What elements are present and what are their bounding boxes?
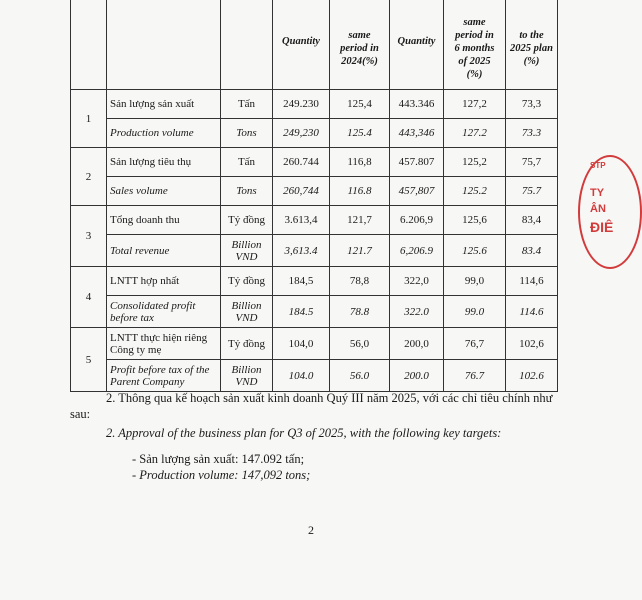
value-cell: 116.8 bbox=[330, 177, 390, 206]
row-number: 2 bbox=[71, 148, 107, 206]
value-cell: 127,2 bbox=[444, 90, 506, 119]
header-compare-a: same period in 2024(%) bbox=[330, 0, 390, 90]
value-cell: 121,7 bbox=[330, 206, 390, 235]
value-cell: 56.0 bbox=[330, 360, 390, 392]
value-cell: 78,8 bbox=[330, 267, 390, 296]
value-cell: 249.230 bbox=[273, 90, 330, 119]
value-cell: 83,4 bbox=[506, 206, 558, 235]
row-number: 5 bbox=[71, 328, 107, 392]
value-cell: 322.0 bbox=[390, 296, 444, 328]
value-cell: 125.2 bbox=[444, 177, 506, 206]
section2-en: 2. Approval of the business plan for Q3 of 2025, with the following key targets: bbox=[106, 426, 502, 440]
value-cell: 116,8 bbox=[330, 148, 390, 177]
header-no bbox=[71, 0, 107, 90]
value-cell: 125.6 bbox=[444, 235, 506, 267]
item-vi: Sản lượng tiêu thụ bbox=[107, 148, 221, 177]
value-cell: 457.807 bbox=[390, 148, 444, 177]
unit-en: Billion VND bbox=[221, 360, 273, 392]
value-cell: 99.0 bbox=[444, 296, 506, 328]
item-vi: LNTT hợp nhất bbox=[107, 267, 221, 296]
value-cell: 76,7 bbox=[444, 328, 506, 360]
unit-vi: Tấn bbox=[221, 90, 273, 119]
value-cell: 99,0 bbox=[444, 267, 506, 296]
value-cell: 104.0 bbox=[273, 360, 330, 392]
value-cell: 200,0 bbox=[390, 328, 444, 360]
value-cell: 443.346 bbox=[390, 90, 444, 119]
bullet-en: - Production volume: 147,092 tons; bbox=[132, 468, 311, 482]
header-qty-a: Quantity bbox=[273, 0, 330, 90]
value-cell: 102.6 bbox=[506, 360, 558, 392]
header-compare-b: same period in 6 months of 2025 (%) bbox=[444, 0, 506, 90]
value-cell: 184,5 bbox=[273, 267, 330, 296]
value-cell: 121.7 bbox=[330, 235, 390, 267]
table-row bbox=[71, 148, 558, 177]
value-cell: 73,3 bbox=[506, 90, 558, 119]
table-row bbox=[71, 328, 558, 360]
value-cell: 78.8 bbox=[330, 296, 390, 328]
unit-en: Tons bbox=[221, 177, 273, 206]
table-row bbox=[71, 235, 558, 267]
value-cell: 83.4 bbox=[506, 235, 558, 267]
value-cell: 125,6 bbox=[444, 206, 506, 235]
table-row bbox=[71, 119, 558, 148]
value-cell: 75,7 bbox=[506, 148, 558, 177]
value-cell: 457,807 bbox=[390, 177, 444, 206]
unit-vi: Tỷ đồng bbox=[221, 328, 273, 360]
table-row bbox=[71, 296, 558, 328]
unit-en: Billion VND bbox=[221, 296, 273, 328]
table-row bbox=[71, 177, 558, 206]
header-qty-b: Quantity bbox=[390, 0, 444, 90]
item-en: Production volume bbox=[107, 119, 221, 148]
header-plan: to the 2025 plan (%) bbox=[506, 0, 558, 90]
value-cell: 249,230 bbox=[273, 119, 330, 148]
company-seal: STP TY ÂN ĐIÊ bbox=[578, 155, 642, 269]
unit-en: Billion VND bbox=[221, 235, 273, 267]
value-cell: 322,0 bbox=[390, 267, 444, 296]
value-cell: 125,2 bbox=[444, 148, 506, 177]
row-number: 4 bbox=[71, 267, 107, 328]
value-cell: 125,4 bbox=[330, 90, 390, 119]
table-row bbox=[71, 267, 558, 296]
value-cell: 127.2 bbox=[444, 119, 506, 148]
table-row bbox=[71, 90, 558, 119]
table-row bbox=[71, 206, 558, 235]
unit-vi: Tấn bbox=[221, 148, 273, 177]
value-cell: 6,206.9 bbox=[390, 235, 444, 267]
value-cell: 114.6 bbox=[506, 296, 558, 328]
bullet-vi: - Sản lượng sản xuất: 147.092 tấn; bbox=[132, 452, 305, 466]
table-row bbox=[71, 360, 558, 392]
value-cell: 75.7 bbox=[506, 177, 558, 206]
value-cell: 6.206,9 bbox=[390, 206, 444, 235]
item-vi: LNTT thực hiện riêng Công ty mẹ bbox=[107, 328, 221, 360]
table-header bbox=[71, 0, 558, 90]
value-cell: 56,0 bbox=[330, 328, 390, 360]
value-cell: 443,346 bbox=[390, 119, 444, 148]
header-item bbox=[107, 0, 221, 90]
section2-vi: 2. Thông qua kế hoạch sản xuất kinh doanh Quý III năm 2025, với các chỉ tiêu chính như sau: bbox=[70, 391, 553, 421]
item-en: Sales volume bbox=[107, 177, 221, 206]
row-number: 3 bbox=[71, 206, 107, 267]
value-cell: 102,6 bbox=[506, 328, 558, 360]
value-cell: 125.4 bbox=[330, 119, 390, 148]
results-table bbox=[70, 0, 558, 392]
value-cell: 3.613,4 bbox=[273, 206, 330, 235]
value-cell: 104,0 bbox=[273, 328, 330, 360]
row-number: 1 bbox=[71, 90, 107, 148]
item-en: Total revenue bbox=[107, 235, 221, 267]
value-cell: 184.5 bbox=[273, 296, 330, 328]
value-cell: 200.0 bbox=[390, 360, 444, 392]
page-number: 2 bbox=[308, 523, 314, 537]
item-vi: Tổng doanh thu bbox=[107, 206, 221, 235]
value-cell: 260.744 bbox=[273, 148, 330, 177]
unit-en: Tons bbox=[221, 119, 273, 148]
value-cell: 73.3 bbox=[506, 119, 558, 148]
value-cell: 260,744 bbox=[273, 177, 330, 206]
item-vi: Sản lượng sản xuất bbox=[107, 90, 221, 119]
item-en: Profit before tax of the Parent Company bbox=[107, 360, 221, 392]
item-en: Consolidated profit before tax bbox=[107, 296, 221, 328]
unit-vi: Tỷ đồng bbox=[221, 267, 273, 296]
value-cell: 76.7 bbox=[444, 360, 506, 392]
value-cell: 3,613.4 bbox=[273, 235, 330, 267]
header-unit bbox=[221, 0, 273, 90]
unit-vi: Tỷ đồng bbox=[221, 206, 273, 235]
value-cell: 114,6 bbox=[506, 267, 558, 296]
